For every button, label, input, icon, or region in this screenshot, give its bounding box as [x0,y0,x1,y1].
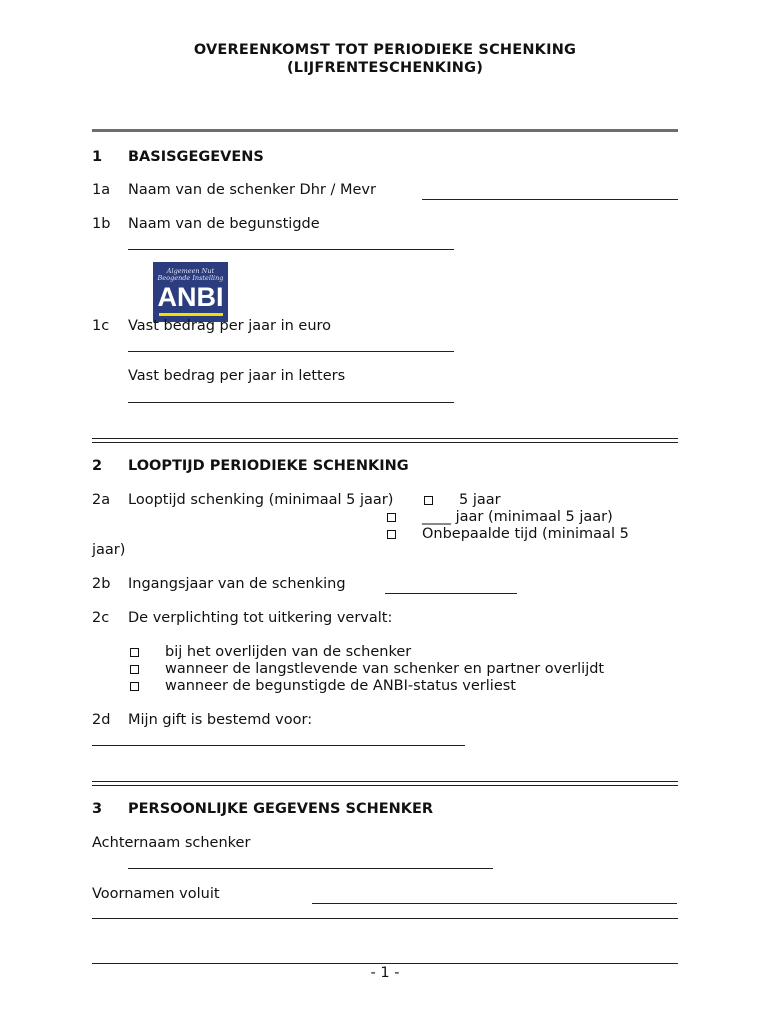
logo-tagline-2: Beogende Instelling [157,274,224,282]
item-2c-label: De verplichting tot uitkering vervalt: [128,610,393,626]
logo-tagline-1: Algemeen Nut [166,267,215,275]
voornamen-label: Voornamen voluit [92,886,220,902]
amount-letters-field[interactable] [128,402,454,403]
option-overlijden-schenker: bij het overlijden van de schenker [165,644,412,660]
item-2c-number: 2c [92,610,110,626]
option-onbepaalde-continuation: jaar) [92,542,126,558]
item-1b-number: 1b [92,216,111,232]
item-2b-number: 2b [92,576,111,592]
section-3-heading: PERSOONLIJKE GEGEVENS SCHENKER [128,801,434,817]
anbi-logo [153,262,228,322]
item-2d-label: Mijn gift is bestemd voor: [128,712,313,728]
option-onbepaalde-tijd: Onbepaalde tijd (minimaal 5 [422,526,629,542]
footer-divider [92,963,678,964]
item-2d-number: 2d [92,712,111,728]
section-1-heading: BASISGEGEVENS [128,149,264,165]
document-title: OVEREENKOMST TOT PERIODIEKE SCHENKING [193,42,577,58]
section-2-heading: LOOPTIJD PERIODIEKE SCHENKING [128,458,409,474]
voornamen-field[interactable] [312,903,677,904]
checkbox-anbi-status[interactable] [130,682,139,691]
option-5-jaar: 5 jaar [459,492,501,508]
option-custom-jaar: ____ jaar (minimaal 5 jaar) [422,509,613,525]
section-1-number: 1 [92,149,103,165]
ingangsjaar-field[interactable] [385,593,517,594]
section-divider-double [92,438,678,443]
page-number: - 1 - [370,965,400,981]
checkbox-onbepaalde-tijd[interactable] [387,530,396,539]
item-1c-number: 1c [92,318,110,334]
item-2b-label: Ingangsjaar van de schenking [128,576,346,592]
gift-bestemming-field[interactable] [92,745,465,746]
option-langstlevende: wanneer de langstlevende van schenker en partner overlijdt [165,661,605,677]
logo-text: ANBI [157,282,224,312]
checkbox-5-jaar[interactable] [424,496,433,505]
item-1a-number: 1a [92,182,111,198]
checkbox-overlijden-schenker[interactable] [130,648,139,657]
item-1a-label: Naam van de schenker Dhr / Mevr [128,182,376,198]
option-anbi-status: wanneer de begunstigde de ANBI-status verliest [165,678,516,694]
item-2a-label: Looptijd schenking (minimaal 5 jaar) [128,492,394,508]
amount-euro-field[interactable] [128,351,454,352]
item-1c-letters-label: Vast bedrag per jaar in letters [128,368,346,384]
checkbox-custom-jaar[interactable] [387,513,396,522]
section-3-number: 3 [92,801,103,817]
achternaam-field[interactable] [128,868,493,869]
schenker-name-field[interactable] [422,199,678,200]
begunstigde-name-field[interactable] [128,249,454,250]
item-1c-label: Vast bedrag per jaar in euro [128,318,332,334]
section-2-number: 2 [92,458,103,474]
document-subtitle: (LIJFRENTESCHENKING) [286,60,484,76]
item-1b-label: Naam van de begunstigde [128,216,320,232]
checkbox-langstlevende[interactable] [130,665,139,674]
section-divider [92,129,678,132]
item-2a-number: 2a [92,492,111,508]
section-divider [92,918,678,919]
logo-yellow-bar [159,313,223,316]
section-divider-double [92,781,678,786]
achternaam-label: Achternaam schenker [92,835,251,851]
